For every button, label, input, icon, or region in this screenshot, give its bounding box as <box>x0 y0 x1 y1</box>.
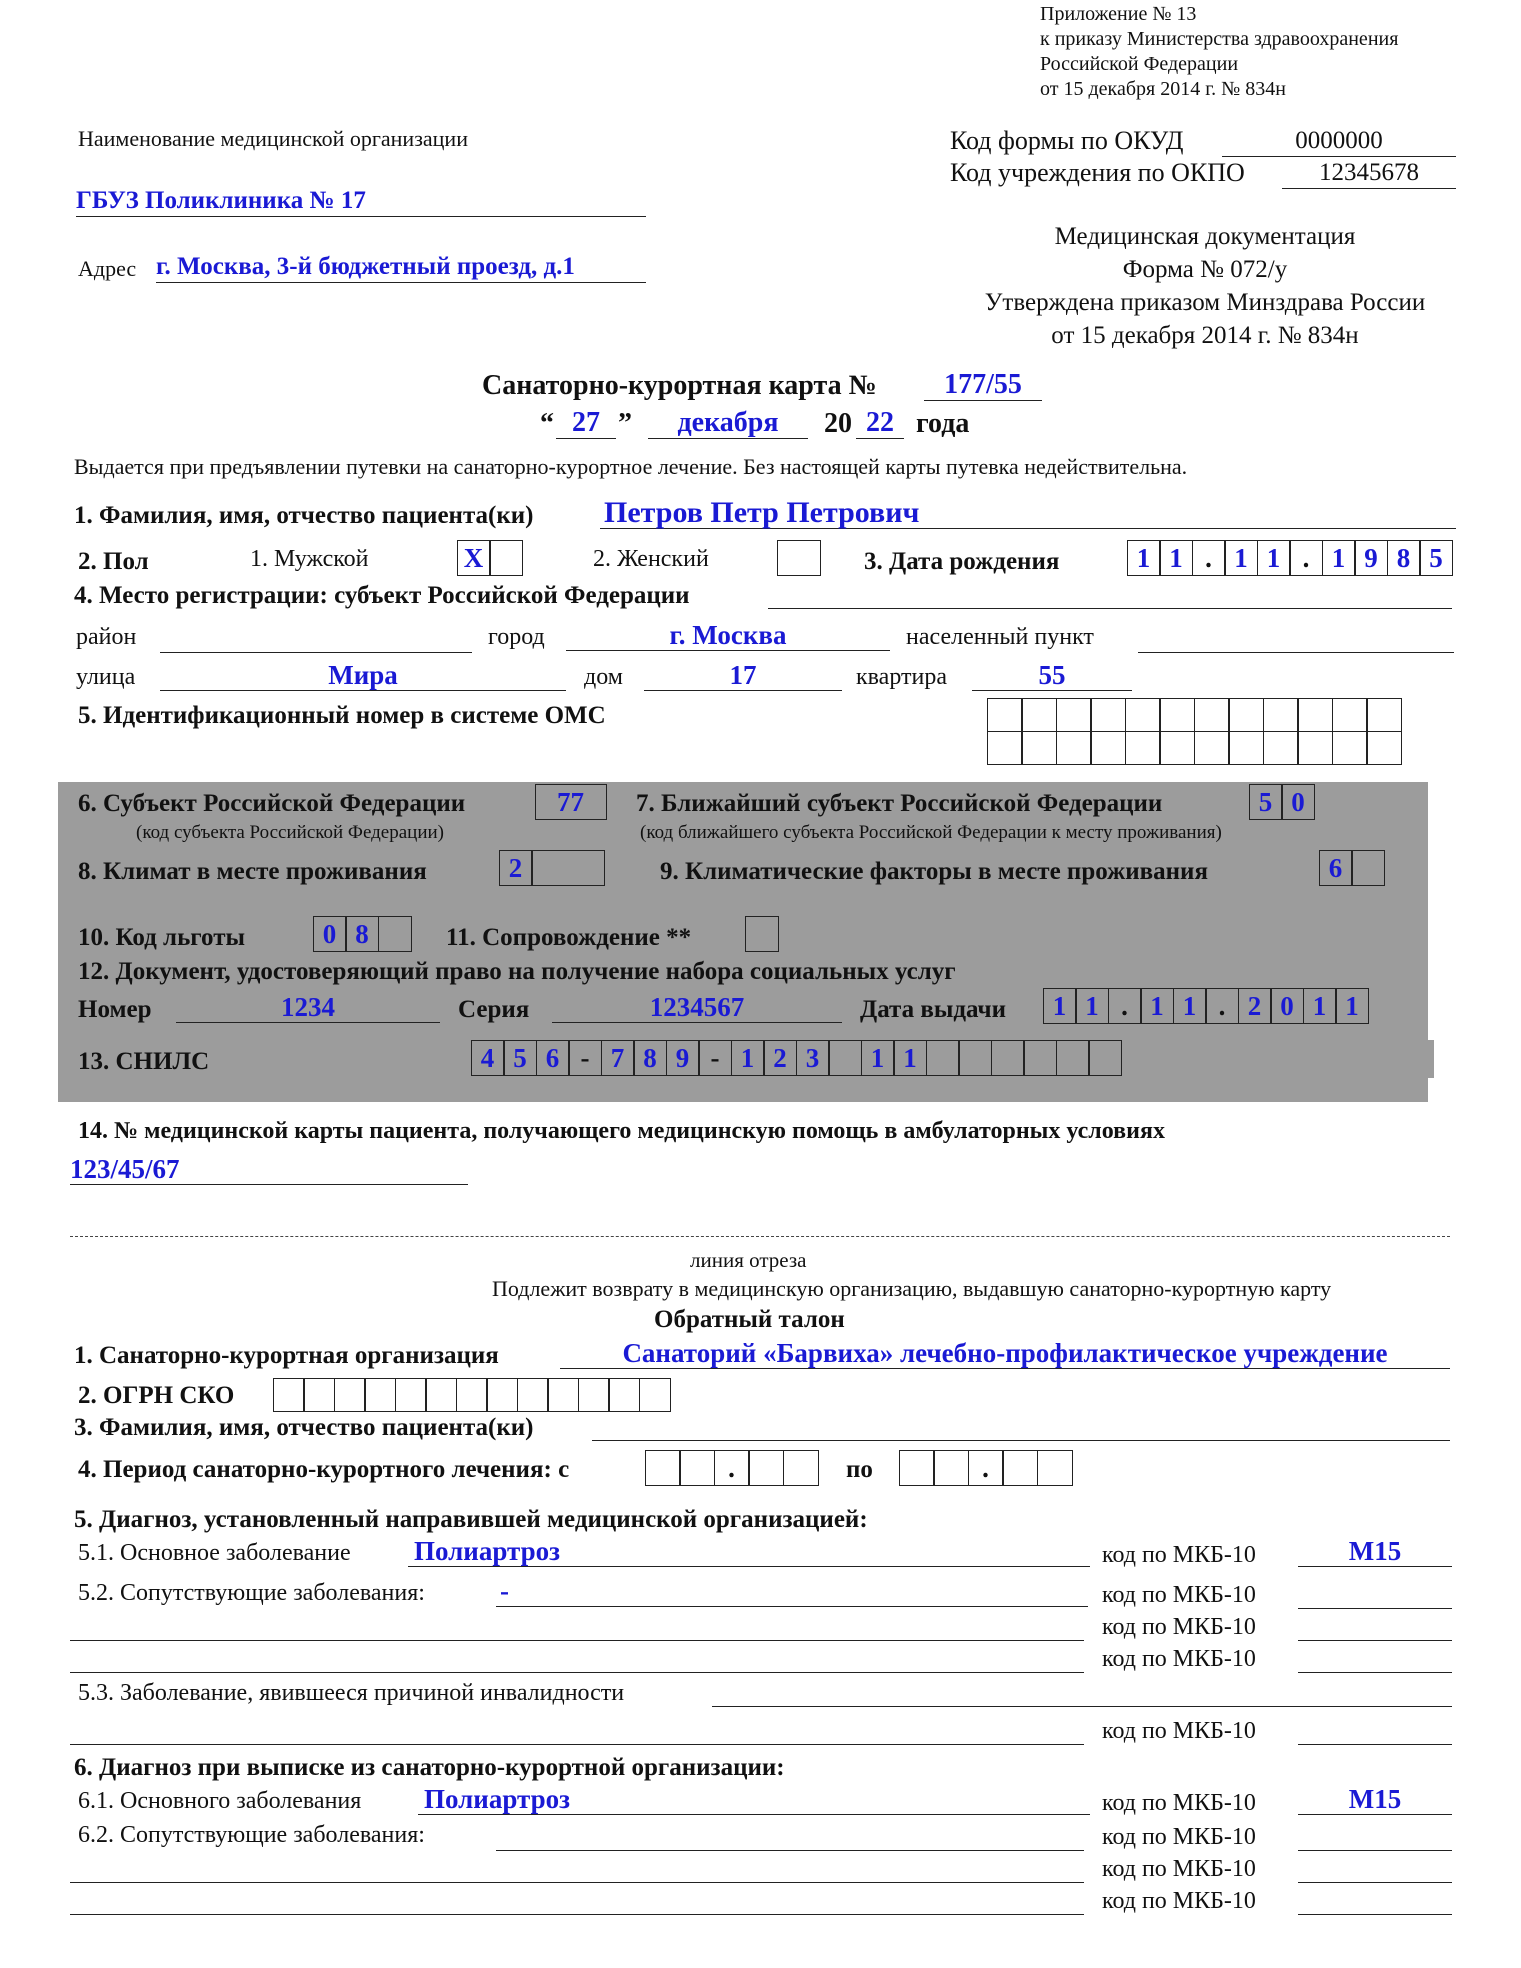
oms-cell[interactable] <box>1021 698 1057 732</box>
ogrn-cell[interactable] <box>395 1378 427 1412</box>
nearest-sub: (код ближайшего субъекта Российской Федерации к месту проживания) <box>640 822 1222 843</box>
flat-label: квартира <box>856 664 947 690</box>
d52-label: 5.2. Сопутствующие заболевания: <box>78 1580 425 1606</box>
snils-box-2[interactable]: 6 <box>536 1040 570 1076</box>
oms-cell[interactable] <box>1332 698 1368 732</box>
snils-box-10[interactable]: 3 <box>796 1040 830 1076</box>
dob-label: 3. Дата рождения <box>864 548 1060 575</box>
d52-mkb-label-3: код по МКБ-10 <box>1102 1646 1256 1672</box>
appendix-line-3: Российской Федерации <box>1040 53 1239 75</box>
quote-open: “ <box>540 408 554 439</box>
org-label: Наименование медицинской организации <box>78 126 468 151</box>
period-to-label: по <box>846 1456 873 1483</box>
snils-box-6[interactable]: 9 <box>666 1040 700 1076</box>
factors-code-group <box>1320 850 1385 886</box>
period-to-box-3[interactable] <box>1002 1450 1038 1486</box>
district-field[interactable] <box>160 652 472 653</box>
reg-subject-field[interactable] <box>768 608 1452 609</box>
address-label: Адрес <box>78 256 137 281</box>
period-from-box-1[interactable] <box>679 1450 715 1486</box>
snils-label: 13. СНИЛС <box>78 1048 210 1075</box>
house-field[interactable]: 17 <box>644 660 842 691</box>
d62-code-field-1[interactable] <box>1298 1850 1452 1851</box>
d52-extra-line-2[interactable] <box>70 1672 1084 1673</box>
coupon-org-label: 1. Санаторно-курортная организация <box>74 1342 499 1369</box>
d51-mkb-label: код по МКБ-10 <box>1102 1542 1256 1568</box>
dob-box-1[interactable]: 1 <box>1159 540 1193 576</box>
climate-code-group <box>500 850 605 886</box>
female-label: 2. Женский <box>593 546 709 572</box>
issue-box-1[interactable]: 1 <box>1075 988 1109 1024</box>
dob-box-0[interactable]: 1 <box>1127 540 1161 576</box>
oms-cell[interactable] <box>1159 731 1195 765</box>
return-note: Подлежит возврату в медицинскую организацию, выдавшую санаторно-курортную карту <box>492 1276 1332 1301</box>
snils-box-11[interactable] <box>828 1040 862 1076</box>
org-name-field[interactable]: ГБУЗ Поликлиника № 17 <box>76 186 646 217</box>
ogrn-cell[interactable] <box>456 1378 488 1412</box>
coupon-fio-field[interactable] <box>592 1440 1450 1441</box>
doc-series-field[interactable]: 1234567 <box>552 992 842 1023</box>
period-to-box-4[interactable] <box>1037 1450 1073 1486</box>
period-to-box-0[interactable] <box>899 1450 935 1486</box>
issue-box-3[interactable]: 1 <box>1140 988 1174 1024</box>
issue-box-0[interactable]: 1 <box>1043 988 1077 1024</box>
street-label: улица <box>76 664 136 690</box>
d62-code-field-2[interactable] <box>1298 1882 1452 1883</box>
period-label: 4. Период санаторно-курортного лечения: с <box>78 1456 570 1483</box>
benefit-box-1[interactable]: 8 <box>345 916 379 952</box>
period-from-box-3[interactable] <box>748 1450 784 1486</box>
appendix-block <box>1040 2 1398 102</box>
d53-field[interactable] <box>712 1706 1452 1707</box>
diag-label: 5. Диагноз, установленный направившей медицинской организацией: <box>74 1506 868 1533</box>
subject-code-box[interactable]: 77 <box>535 784 607 820</box>
oms-number-grid[interactable] <box>988 698 1402 765</box>
d52-mkb-label-1: код по МКБ-10 <box>1102 1582 1256 1608</box>
okpo-field[interactable]: 12345678 <box>1282 158 1456 189</box>
climate-code-box-2[interactable] <box>531 850 605 886</box>
benefit-box-2[interactable] <box>378 916 412 952</box>
d62-field[interactable] <box>496 1850 1084 1851</box>
okud-field[interactable]: 0000000 <box>1222 126 1456 157</box>
snils-box-4[interactable]: 7 <box>601 1040 635 1076</box>
ogrn-label: 2. ОГРН СКО <box>78 1382 235 1409</box>
male-checkbox-extra[interactable] <box>489 540 523 576</box>
d51-label: 5.1. Основное заболевание <box>78 1540 351 1566</box>
subject-code-group <box>536 784 607 820</box>
period-from-box-0[interactable] <box>645 1450 681 1486</box>
d62-mkb-label-1: код по МКБ-10 <box>1102 1824 1256 1850</box>
oms-cell[interactable] <box>1194 698 1230 732</box>
oms-cell[interactable] <box>1125 698 1161 732</box>
snils-box-9[interactable]: 2 <box>763 1040 797 1076</box>
d62-extra-line-1[interactable] <box>70 1882 1084 1883</box>
okud-label: Код формы по ОКУД <box>950 126 1184 155</box>
oms-cell[interactable] <box>1056 731 1092 765</box>
form-info-block <box>945 220 1465 352</box>
male-label: 1. Мужской <box>250 546 369 572</box>
doc-number-field[interactable]: 1234 <box>176 992 440 1023</box>
d61-mkb-label: код по МКБ-10 <box>1102 1790 1256 1816</box>
ogrn-cell[interactable] <box>273 1378 305 1412</box>
snils-box-14[interactable] <box>926 1040 960 1076</box>
year-prefix: 20 <box>824 408 852 439</box>
ogrn-cell[interactable] <box>486 1378 518 1412</box>
card-note: Выдается при предъявлении путевки на санаторно-курортное лечение. Без настоящей карты путевка недействительна. <box>74 454 1188 479</box>
d53-code-field[interactable] <box>1298 1744 1452 1745</box>
ogrn-cell[interactable] <box>364 1378 396 1412</box>
reg-label: 4. Место регистрации: субъект Российской Федерации <box>74 582 690 609</box>
d52-code-field-2[interactable] <box>1298 1640 1452 1641</box>
ogrn-cell[interactable] <box>608 1378 640 1412</box>
nearest-box-0[interactable]: 5 <box>1249 784 1283 820</box>
snils-box-19[interactable] <box>1088 1040 1122 1076</box>
d62-extra-line-2[interactable] <box>70 1914 1084 1915</box>
form-info-line-3: Утверждена приказом Минздрава России <box>984 289 1426 316</box>
benefit-box-0[interactable]: 0 <box>313 916 347 952</box>
factors-code-box-2[interactable] <box>1351 850 1385 886</box>
card-day-field[interactable]: 27 <box>556 408 616 439</box>
d51-field[interactable]: Полиартроз <box>408 1536 1090 1567</box>
city-field[interactable]: г. Москва <box>566 620 890 651</box>
d62-code-field-3[interactable] <box>1298 1914 1452 1915</box>
coupon-org-field[interactable]: Санаторий «Барвиха» лечебно-профилактическое учреждение <box>560 1338 1450 1369</box>
oms-cell[interactable] <box>1228 698 1264 732</box>
fio-label: 1. Фамилия, имя, отчество пациента(ки) <box>74 502 534 529</box>
appendix-line-4: от 15 декабря 2014 г. № 834н <box>1040 78 1286 100</box>
issue-date-boxes <box>1044 988 1369 1024</box>
oms-cell[interactable] <box>1263 731 1299 765</box>
district-label: район <box>76 624 137 650</box>
oms-cell[interactable] <box>987 698 1023 732</box>
dob-box-4[interactable]: 1 <box>1257 540 1291 576</box>
d53-extra-line[interactable] <box>70 1744 1084 1745</box>
escort-box-group <box>746 916 779 952</box>
issue-box-6[interactable]: 2 <box>1238 988 1272 1024</box>
escort-box[interactable] <box>745 916 779 952</box>
ogrn-grid <box>274 1378 671 1412</box>
flat-field[interactable]: 55 <box>972 660 1132 691</box>
doc-label: 12. Документ, удостоверяющий право на получение набора социальных услуг <box>78 958 956 985</box>
ogrn-cell[interactable] <box>547 1378 579 1412</box>
fio-field[interactable]: Петров Петр Петрович <box>600 498 1456 529</box>
cut-line-label: линия отреза <box>690 1248 807 1272</box>
period-from-box-4[interactable] <box>783 1450 819 1486</box>
oms-cell[interactable] <box>987 731 1023 765</box>
d52-mkb-label-2: код по МКБ-10 <box>1102 1614 1256 1640</box>
ogrn-cell[interactable] <box>517 1378 549 1412</box>
snils-boxes <box>472 1040 1122 1076</box>
settlement-label: населенный пункт <box>906 624 1094 650</box>
coupon-title: Обратный талон <box>654 1306 845 1333</box>
factors-label: 9. Климатические факторы в месте проживания <box>660 858 1208 885</box>
d53-label: 5.3. Заболевание, явившееся причиной инвалидности <box>78 1680 625 1706</box>
snils-box-3[interactable]: - <box>568 1040 602 1076</box>
ogrn-cell[interactable] <box>334 1378 366 1412</box>
ogrn-cell[interactable] <box>303 1378 335 1412</box>
d53-mkb-label: код по МКБ-10 <box>1102 1718 1256 1744</box>
benefit-label: 10. Код льготы <box>78 924 246 951</box>
cut-line <box>70 1236 1450 1237</box>
appendix-line-2: к приказу Министерства здравоохранения <box>1040 28 1399 50</box>
amb-card-label: 14. № медицинской карты пациента, получающего медицинскую помощь в амбулаторных условиях <box>78 1118 1165 1144</box>
snils-box-16[interactable] <box>991 1040 1025 1076</box>
subject-sub: (код субъекта Российской Федерации) <box>136 822 444 843</box>
oms-cell[interactable] <box>1090 731 1126 765</box>
dob-box-8[interactable]: 8 <box>1387 540 1421 576</box>
oms-cell[interactable] <box>1366 731 1402 765</box>
quote-close: ” <box>618 408 632 439</box>
snils-box-17[interactable] <box>1023 1040 1057 1076</box>
period-to-box-1[interactable] <box>933 1450 969 1486</box>
nearest-box-1[interactable]: 0 <box>1281 784 1315 820</box>
snils-box-7[interactable]: - <box>698 1040 732 1076</box>
city-label: город <box>488 624 545 650</box>
oms-cell[interactable] <box>1021 731 1057 765</box>
snils-box-0[interactable]: 4 <box>471 1040 505 1076</box>
oms-cell[interactable] <box>1194 731 1230 765</box>
escort-label: 11. Сопровождение ** <box>446 924 692 951</box>
female-checkbox[interactable] <box>777 540 821 576</box>
street-field[interactable]: Мира <box>160 660 566 691</box>
d52-extra-line-1[interactable] <box>70 1640 1084 1641</box>
settlement-field[interactable] <box>1138 652 1454 653</box>
d51-code-field[interactable]: M15 <box>1298 1536 1452 1567</box>
dob-box-3[interactable]: 1 <box>1224 540 1258 576</box>
oms-cell[interactable] <box>1366 698 1402 732</box>
oms-cell[interactable] <box>1297 698 1333 732</box>
year-word: года <box>916 408 970 439</box>
snils-box-13[interactable]: 1 <box>893 1040 927 1076</box>
okpo-label: Код учреждения по ОКПО <box>950 158 1245 187</box>
ogrn-cell[interactable] <box>578 1378 610 1412</box>
oms-cell[interactable] <box>1056 698 1092 732</box>
period-from-box-2[interactable]: . <box>714 1450 750 1486</box>
amb-card-field[interactable]: 123/45/67 <box>70 1154 468 1185</box>
issue-box-7[interactable]: 0 <box>1270 988 1304 1024</box>
card-title: Санаторно-курортная карта № <box>482 370 877 401</box>
climate-label: 8. Климат в месте проживания <box>78 858 427 885</box>
oms-cell[interactable] <box>1090 698 1126 732</box>
oms-cell[interactable] <box>1228 731 1264 765</box>
snils-box-18[interactable] <box>1056 1040 1090 1076</box>
sex-label: 2. Пол <box>78 548 149 575</box>
dob-boxes <box>1128 540 1453 576</box>
oms-cell[interactable] <box>1263 698 1299 732</box>
d62-mkb-label-3: код по МКБ-10 <box>1102 1888 1256 1914</box>
issue-box-2[interactable]: . <box>1108 988 1142 1024</box>
female-checkbox-group <box>778 540 821 576</box>
card-year-field[interactable]: 22 <box>856 408 904 439</box>
d61-label: 6.1. Основного заболевания <box>78 1788 362 1814</box>
snils-box-8[interactable]: 1 <box>731 1040 765 1076</box>
oms-cell[interactable] <box>1332 731 1368 765</box>
house-label: дом <box>584 664 623 690</box>
period-from-boxes <box>646 1450 819 1486</box>
snils-box-12[interactable]: 1 <box>861 1040 895 1076</box>
card-month-field[interactable]: декабря <box>648 408 808 439</box>
snils-box-1[interactable]: 5 <box>503 1040 537 1076</box>
snils-box-5[interactable]: 8 <box>633 1040 667 1076</box>
male-checkbox[interactable]: X <box>457 540 491 576</box>
discharge-label: 6. Диагноз при выписке из санаторно-курортной организации: <box>74 1754 785 1781</box>
oms-label: 5. Идентификационный номер в системе ОМС <box>78 702 606 729</box>
oms-cell[interactable] <box>1159 698 1195 732</box>
gray-section-edge <box>1428 1040 1434 1078</box>
ogrn-cell[interactable] <box>425 1378 457 1412</box>
issue-box-8[interactable]: 1 <box>1303 988 1337 1024</box>
oms-cell[interactable] <box>1125 731 1161 765</box>
period-to-box-2[interactable]: . <box>968 1450 1004 1486</box>
form-info-line-4: от 15 декабря 2014 г. № 834н <box>1051 322 1359 349</box>
issue-box-4[interactable]: 1 <box>1173 988 1207 1024</box>
d61-code-field[interactable]: M15 <box>1298 1784 1452 1815</box>
doc-series-label: Серия <box>458 996 530 1023</box>
d52-code-field-3[interactable] <box>1298 1672 1452 1673</box>
nearest-label: 7. Ближайший субъект Российской Федерации <box>636 790 1163 817</box>
form-info-line-1: Медицинская документация <box>1054 223 1356 250</box>
snils-box-15[interactable] <box>958 1040 992 1076</box>
dob-box-6[interactable]: 1 <box>1322 540 1356 576</box>
dob-box-7[interactable]: 9 <box>1354 540 1388 576</box>
issue-date-label: Дата выдачи <box>860 996 1007 1023</box>
d62-mkb-label-2: код по МКБ-10 <box>1102 1856 1256 1882</box>
factors-code-box[interactable]: 6 <box>1319 850 1353 886</box>
ogrn-cell[interactable] <box>639 1378 671 1412</box>
dob-box-5[interactable]: . <box>1289 540 1323 576</box>
address-field[interactable]: г. Москва, 3-й бюджетный проезд, д.1 <box>156 252 646 283</box>
male-checkbox-group <box>458 540 523 576</box>
dob-box-9[interactable]: 5 <box>1419 540 1453 576</box>
doc-number-label: Номер <box>78 996 152 1023</box>
climate-code-box[interactable]: 2 <box>499 850 533 886</box>
d61-field[interactable]: Полиартроз <box>418 1784 1090 1815</box>
d62-label: 6.2. Сопутствующие заболевания: <box>78 1822 425 1848</box>
oms-cell[interactable] <box>1297 731 1333 765</box>
appendix-line-1: Приложение № 13 <box>1040 3 1197 25</box>
issue-box-5[interactable]: . <box>1205 988 1239 1024</box>
issue-box-9[interactable]: 1 <box>1335 988 1369 1024</box>
form-info-line-2: Форма № 072/у <box>1122 256 1288 283</box>
benefit-code-boxes <box>314 916 412 952</box>
d52-field[interactable]: - <box>496 1576 1088 1607</box>
coupon-fio-label: 3. Фамилия, имя, отчество пациента(ки) <box>74 1414 534 1441</box>
dob-box-2[interactable]: . <box>1192 540 1226 576</box>
nearest-code-boxes <box>1250 784 1315 820</box>
card-number-field[interactable]: 177/55 <box>924 370 1042 401</box>
period-to-boxes <box>900 1450 1073 1486</box>
subject-label: 6. Субъект Российской Федерации <box>78 790 466 817</box>
d52-code-field-1[interactable] <box>1298 1608 1452 1609</box>
